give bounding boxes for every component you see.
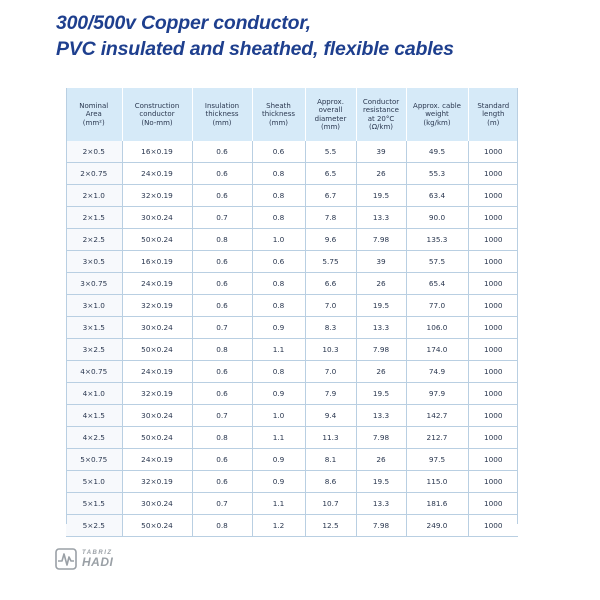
table-cell: 0.8 <box>252 185 305 207</box>
table-cell: 9.4 <box>305 405 356 427</box>
column-header-line: (mm) <box>212 118 232 127</box>
table-cell: 3×0.75 <box>66 273 122 295</box>
table-cell: 1000 <box>468 405 518 427</box>
brand-logo <box>55 548 113 570</box>
table-cell: 5×1.0 <box>66 471 122 493</box>
table-row <box>66 515 518 537</box>
column-header-line: thickness <box>205 110 239 119</box>
table-cell: 19.5 <box>356 185 406 207</box>
table-cell: 0.7 <box>192 405 252 427</box>
table-cell: 50×0.24 <box>122 229 192 251</box>
column-header-line: resistance <box>363 106 399 114</box>
table-cell: 1000 <box>468 493 518 515</box>
column-header <box>468 88 518 141</box>
table-cell: 0.6 <box>252 141 305 163</box>
title-line-1: 300/500v Copper conductor, <box>56 12 311 34</box>
table-row <box>66 273 518 295</box>
table-cell: 0.9 <box>252 449 305 471</box>
table-cell: 32×0.19 <box>122 383 192 405</box>
table-cell: 50×0.24 <box>122 515 192 537</box>
table-cell: 7.98 <box>356 427 406 449</box>
table-cell: 0.6 <box>192 383 252 405</box>
table-cell: 10.7 <box>305 493 356 515</box>
brand-logo-top: TABRIZ <box>82 550 113 556</box>
table-cell: 7.0 <box>305 361 356 383</box>
table-cell: 4×1.5 <box>66 405 122 427</box>
table-cell: 0.9 <box>252 317 305 339</box>
table-cell: 32×0.19 <box>122 471 192 493</box>
table-cell: 4×2.5 <box>66 427 122 449</box>
page-title <box>56 10 454 62</box>
table-cell: 1000 <box>468 141 518 163</box>
table-cell: 97.9 <box>406 383 468 405</box>
table-cell: 1.2 <box>252 515 305 537</box>
table-row <box>66 405 518 427</box>
table-cell: 0.8 <box>252 273 305 295</box>
table-cell: 212.7 <box>406 427 468 449</box>
table-cell: 1000 <box>468 273 518 295</box>
table-cell: 3×0.5 <box>66 251 122 273</box>
table-cell: 1.1 <box>252 427 305 449</box>
table-cell: 8.3 <box>305 317 356 339</box>
column-header-line: Area <box>85 110 102 119</box>
table-row <box>66 163 518 185</box>
table-cell: 16×0.19 <box>122 251 192 273</box>
table-row <box>66 229 518 251</box>
table-cell: 0.6 <box>192 251 252 273</box>
table-cell: 142.7 <box>406 405 468 427</box>
table-cell: 90.0 <box>406 207 468 229</box>
table-cell: 2×2.5 <box>66 229 122 251</box>
table-cell: 0.7 <box>192 207 252 229</box>
table-cell: 30×0.24 <box>122 405 192 427</box>
column-header-line: Construction <box>134 101 180 110</box>
table-cell: 1000 <box>468 229 518 251</box>
table-row <box>66 427 518 449</box>
column-header-line: (mm) <box>320 123 341 131</box>
table-cell: 1000 <box>468 163 518 185</box>
table-cell: 97.5 <box>406 449 468 471</box>
header-row <box>66 88 518 141</box>
table-cell: 174.0 <box>406 339 468 361</box>
table-cell: 7.9 <box>305 383 356 405</box>
table-cell: 1000 <box>468 449 518 471</box>
column-header-line: Standard <box>477 101 510 110</box>
table-cell: 4×1.0 <box>66 383 122 405</box>
table-cell: 24×0.19 <box>122 163 192 185</box>
table-row <box>66 449 518 471</box>
column-header <box>122 88 192 141</box>
table-cell: 13.3 <box>356 317 406 339</box>
column-header-line: (mm) <box>268 118 289 127</box>
brand-logo-text <box>82 550 113 568</box>
table-cell: 0.8 <box>252 295 305 317</box>
table-cell: 19.5 <box>356 383 406 405</box>
table-cell: 3×1.5 <box>66 317 122 339</box>
table-cell: 0.7 <box>192 493 252 515</box>
table-row <box>66 251 518 273</box>
column-header-line: Approx. cable <box>413 101 461 110</box>
waveform-logo-icon <box>55 548 77 570</box>
table-cell: 32×0.19 <box>122 295 192 317</box>
table-row <box>66 185 518 207</box>
column-header-line: at 20°C <box>367 114 395 123</box>
table-cell: 5.5 <box>305 141 356 163</box>
table-cell: 0.8 <box>252 207 305 229</box>
table-row <box>66 361 518 383</box>
table-cell: 0.8 <box>192 515 252 537</box>
table-cell: 249.0 <box>406 515 468 537</box>
table-cell: 135.3 <box>406 229 468 251</box>
table-cell: 6.6 <box>305 273 356 295</box>
table-row <box>66 471 518 493</box>
table-cell: 5×1.5 <box>66 493 122 515</box>
table-cell: 3×2.5 <box>66 339 122 361</box>
table-body <box>66 141 518 537</box>
column-header-line: diameter <box>314 114 347 123</box>
column-header-line: weight <box>425 110 449 119</box>
table-row <box>66 141 518 163</box>
table-cell: 2×0.75 <box>66 163 122 185</box>
table-cell: 8.1 <box>305 449 356 471</box>
table-cell: 30×0.24 <box>122 317 192 339</box>
table-cell: 1000 <box>468 339 518 361</box>
table-cell: 24×0.19 <box>122 449 192 471</box>
table-row <box>66 383 518 405</box>
table-cell: 24×0.19 <box>122 273 192 295</box>
table-cell: 0.6 <box>252 251 305 273</box>
table-cell: 6.5 <box>305 163 356 185</box>
table-cell: 3×1.0 <box>66 295 122 317</box>
table-cell: 1000 <box>468 295 518 317</box>
table-cell: 2×1.5 <box>66 207 122 229</box>
table-cell: 1000 <box>468 427 518 449</box>
table-cell: 1000 <box>468 207 518 229</box>
table-cell: 1.0 <box>252 405 305 427</box>
column-header-line: Nominal <box>79 101 109 110</box>
table-cell: 77.0 <box>406 295 468 317</box>
table-cell: 57.5 <box>406 251 468 273</box>
table-cell: 55.3 <box>406 163 468 185</box>
table-cell: 63.4 <box>406 185 468 207</box>
table-cell: 1000 <box>468 251 518 273</box>
table-cell: 0.8 <box>252 361 305 383</box>
table-cell: 1.0 <box>252 229 305 251</box>
table-cell: 10.3 <box>305 339 356 361</box>
column-header-line: thickness <box>261 110 296 119</box>
title-line-2: PVC insulated and sheathed, flexible cables <box>56 38 454 60</box>
table-cell: 6.7 <box>305 185 356 207</box>
table-cell: 50×0.24 <box>122 339 192 361</box>
column-header-line: Conductor <box>362 97 400 106</box>
cable-spec-table <box>66 88 518 537</box>
table-cell: 2×0.5 <box>66 141 122 163</box>
table-cell: 0.6 <box>192 449 252 471</box>
table-cell: 39 <box>356 141 406 163</box>
column-header-line: (Ω/km) <box>368 123 394 131</box>
table-cell: 1000 <box>468 185 518 207</box>
table-row <box>66 295 518 317</box>
table-cell: 74.9 <box>406 361 468 383</box>
table-cell: 1000 <box>468 361 518 383</box>
table-cell: 13.3 <box>356 405 406 427</box>
table-row <box>66 339 518 361</box>
table-cell: 115.0 <box>406 471 468 493</box>
table-cell: 49.5 <box>406 141 468 163</box>
table-row <box>66 207 518 229</box>
cable-spec-table-container <box>66 88 518 537</box>
table-cell: 181.6 <box>406 493 468 515</box>
table-cell: 0.9 <box>252 471 305 493</box>
table-cell: 19.5 <box>356 295 406 317</box>
table-cell: 39 <box>356 251 406 273</box>
table-cell: 1.1 <box>252 339 305 361</box>
table-row <box>66 493 518 515</box>
table-cell: 30×0.24 <box>122 207 192 229</box>
table-cell: 0.6 <box>192 163 252 185</box>
column-header-line: (No-mm) <box>141 118 173 127</box>
table-cell: 7.98 <box>356 339 406 361</box>
table-cell: 0.6 <box>192 361 252 383</box>
table-cell: 5×0.75 <box>66 449 122 471</box>
column-header-line: length <box>482 110 505 119</box>
table-cell: 13.3 <box>356 493 406 515</box>
column-header-line: overall <box>318 106 343 114</box>
table-cell: 26 <box>356 273 406 295</box>
table-cell: 9.6 <box>305 229 356 251</box>
table-cell: 0.6 <box>192 295 252 317</box>
table-cell: 12.5 <box>305 515 356 537</box>
column-header <box>192 88 252 141</box>
table-cell: 0.8 <box>192 427 252 449</box>
table-row <box>66 317 518 339</box>
column-header-line: Approx. <box>317 97 344 106</box>
table-cell: 0.6 <box>192 471 252 493</box>
table-cell: 2×1.0 <box>66 185 122 207</box>
table-cell: 26 <box>356 449 406 471</box>
column-header-line: Sheath <box>266 101 291 110</box>
column-header-line: Insulation <box>204 101 240 110</box>
table-cell: 0.8 <box>252 163 305 185</box>
table-cell: 1000 <box>468 515 518 537</box>
column-header <box>356 88 406 141</box>
table-cell: 11.3 <box>305 427 356 449</box>
brand-logo-bottom: HADI <box>82 555 114 569</box>
table-cell: 0.9 <box>252 383 305 405</box>
table-cell: 1000 <box>468 383 518 405</box>
table-cell: 7.98 <box>356 515 406 537</box>
table-cell: 4×0.75 <box>66 361 122 383</box>
table-cell: 26 <box>356 163 406 185</box>
table-cell: 7.98 <box>356 229 406 251</box>
column-header-line: (m) <box>487 118 500 127</box>
table-cell: 32×0.19 <box>122 185 192 207</box>
table-cell: 5×2.5 <box>66 515 122 537</box>
table-cell: 0.8 <box>192 339 252 361</box>
table-cell: 106.0 <box>406 317 468 339</box>
column-header <box>66 88 122 141</box>
table-cell: 5.75 <box>305 251 356 273</box>
table-cell: 0.8 <box>192 229 252 251</box>
table-cell: 0.6 <box>192 141 252 163</box>
table-cell: 16×0.19 <box>122 141 192 163</box>
table-cell: 1.1 <box>252 493 305 515</box>
table-cell: 7.0 <box>305 295 356 317</box>
table-cell: 50×0.24 <box>122 427 192 449</box>
column-header-line: (mm²) <box>82 118 105 127</box>
table-header <box>66 88 518 141</box>
table-cell: 65.4 <box>406 273 468 295</box>
column-header-line: conductor <box>139 110 175 119</box>
table-cell: 19.5 <box>356 471 406 493</box>
table-cell: 7.8 <box>305 207 356 229</box>
table-cell: 1000 <box>468 317 518 339</box>
table-cell: 8.6 <box>305 471 356 493</box>
table-cell: 0.6 <box>192 273 252 295</box>
column-header <box>252 88 305 141</box>
column-header <box>305 88 356 141</box>
column-header-line: (kg/km) <box>423 118 451 127</box>
table-cell: 24×0.19 <box>122 361 192 383</box>
column-header <box>406 88 468 141</box>
table-cell: 0.6 <box>192 185 252 207</box>
table-cell: 26 <box>356 361 406 383</box>
table-cell: 1000 <box>468 471 518 493</box>
table-cell: 30×0.24 <box>122 493 192 515</box>
table-cell: 13.3 <box>356 207 406 229</box>
table-cell: 0.7 <box>192 317 252 339</box>
